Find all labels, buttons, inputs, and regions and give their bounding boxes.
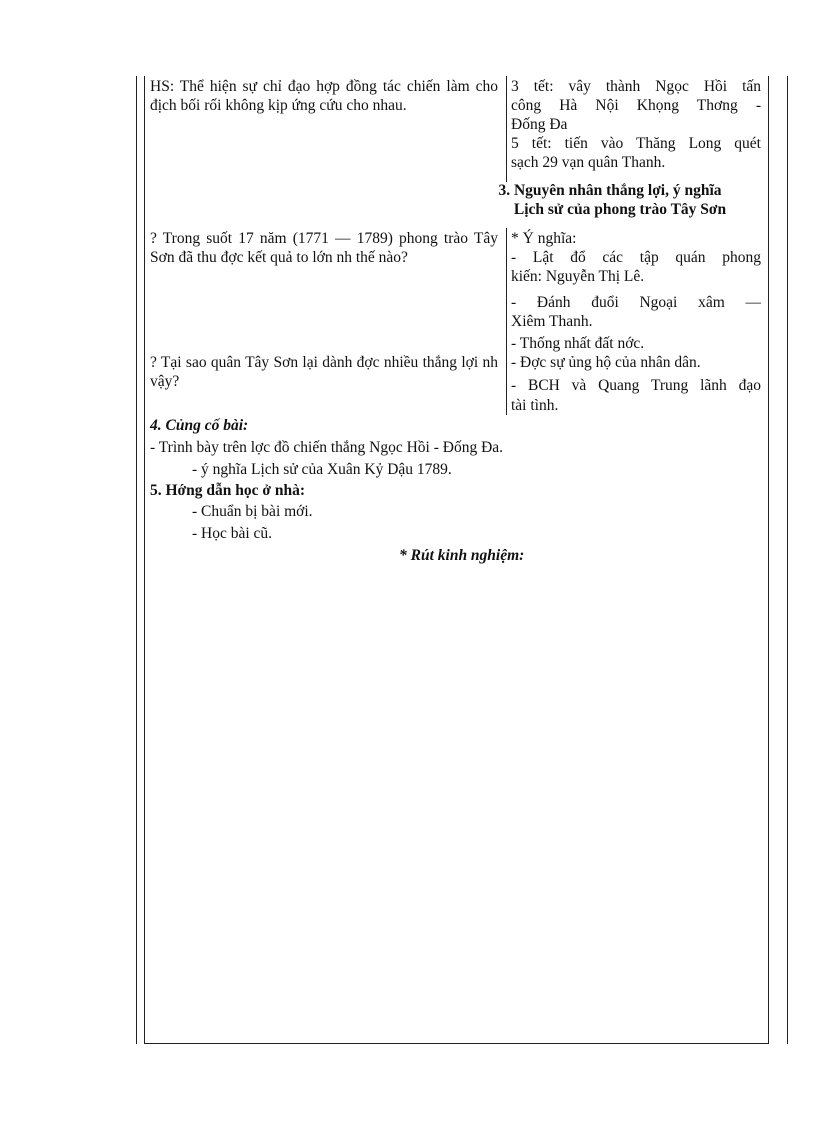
meaning-line-2: - Lật đổ các tập quán phong	[511, 249, 761, 266]
column-divider-middle	[506, 228, 507, 415]
top-right-line-3: Đống Đa	[511, 116, 568, 133]
top-left-text: HS: Thể hiện sự chỉ đạo hợp đồng tác chiến làm cho địch bối rối không kịp ứng cứu cho nhau.	[150, 78, 498, 114]
section4-heading: 4. Củng cố bài:	[150, 417, 249, 434]
section5-line-2: - Học bài cũ.	[192, 525, 273, 542]
meaning-line-5: Xiêm Thanh.	[511, 313, 593, 330]
right-border-inner	[768, 76, 769, 1044]
meaning-line-6: - Thống nhất đất nớc.	[511, 335, 645, 352]
left-border-outer	[136, 76, 137, 1044]
meaning-line-3: kiến: Nguyễn Thị Lê.	[511, 268, 645, 285]
section3-title-line2: Lịch sử của phong trào Tây Sơn	[513, 201, 727, 218]
top-right-line-2: công Hà Nội Khọng Thơng -	[511, 97, 761, 114]
section3-title-line1: 3. Nguyên nhân thắng lợi, ý nghĩa	[498, 182, 722, 199]
reason-line-2: - BCH và Quang Trung lãnh đạo	[511, 377, 761, 394]
column-divider-top	[506, 76, 507, 182]
top-right-line-5: sạch 29 vạn quân Thanh.	[511, 154, 666, 171]
meaning-line-1: * Ý nghĩa:	[511, 230, 577, 247]
review-heading: * Rút kinh nghiệm:	[399, 547, 525, 564]
reason-line-3: tài tình.	[511, 397, 559, 414]
section5-heading: 5. Hớng dẫn học ở nhà:	[150, 482, 305, 499]
question-2: ? Tại sao quân Tây Sơn lại dành đợc nhiều thắng lợi nh vậy?	[150, 354, 498, 390]
meaning-line-4: - Đánh đuổi Ngoại xâm —	[511, 294, 761, 311]
top-right-line-4: 5 tết: tiến vào Thăng Long quét	[511, 135, 761, 152]
section4-line-1: - Trình bày trên lợc đồ chiến thắng Ngọc Hồi - Đống Đa.	[150, 439, 504, 456]
top-right-line-1: 3 tết: vây thành Ngọc Hồi tấn	[511, 78, 761, 95]
section4-line-2: - ý nghĩa Lịch sử của Xuân Kỷ Dậu 1789.	[192, 461, 452, 478]
reason-line-1: - Đợc sự ủng hộ của nhân dân.	[511, 354, 701, 371]
left-border-inner	[144, 76, 145, 1044]
section5-line-1: - Chuẩn bị bài mới.	[192, 503, 313, 520]
bottom-border	[144, 1043, 768, 1044]
right-border-outer	[787, 76, 788, 1044]
question-1: ? Trong suốt 17 năm (1771 — 1789) phong trào Tây Sơn đã thu đợc kết quả to lớn nh thế nào?	[150, 230, 498, 266]
